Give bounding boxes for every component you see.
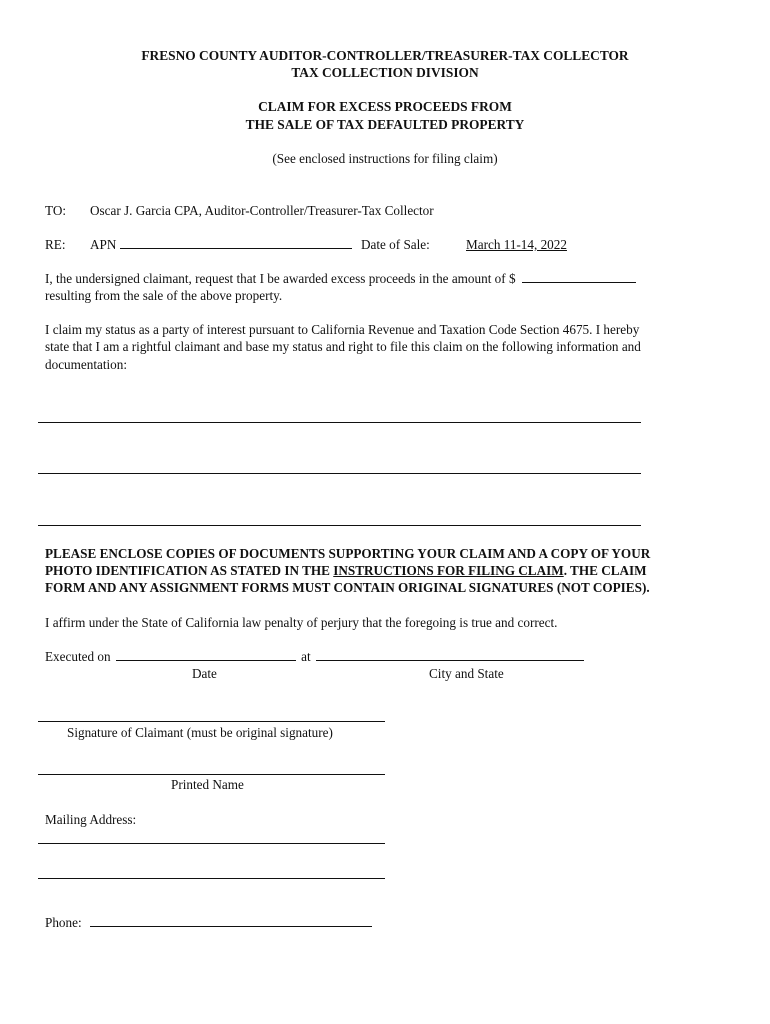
apn-field[interactable] bbox=[120, 236, 352, 249]
documentation-line-3[interactable] bbox=[38, 525, 641, 526]
date-of-sale-value: March 11-14, 2022 bbox=[466, 237, 567, 252]
request-row bbox=[45, 270, 636, 287]
phone-label: Phone: bbox=[45, 915, 82, 930]
date-caption: Date bbox=[192, 666, 217, 681]
amount-field[interactable] bbox=[522, 270, 636, 283]
form-title-line2: THE SALE OF TAX DEFAULTED PROPERTY bbox=[245, 117, 525, 132]
re-label: RE: bbox=[45, 237, 66, 252]
status-line3: documentation: bbox=[45, 357, 128, 372]
status-line2: state that I am a rightful claimant and base my status and right to file this claim on the following information and bbox=[45, 339, 641, 354]
printed-name-line[interactable] bbox=[38, 774, 385, 775]
executed-city-field[interactable] bbox=[316, 648, 584, 661]
executed-date-field[interactable] bbox=[116, 648, 296, 661]
phone-row bbox=[45, 914, 372, 931]
documentation-line-2[interactable] bbox=[38, 473, 641, 474]
instructions-reference: INSTRUCTIONS FOR FILING CLAIM bbox=[333, 563, 564, 578]
phone-field[interactable] bbox=[90, 914, 372, 927]
notice-line2: PHOTO IDENTIFICATION AS STATED IN THE INSTRUCTIONS FOR FILING CLAIM. THE CLAIM bbox=[45, 563, 647, 578]
signature-caption: Signature of Claimant (must be original signature) bbox=[67, 725, 333, 740]
documentation-line-1[interactable] bbox=[38, 422, 641, 423]
agency-name: FRESNO COUNTY AUDITOR-CONTROLLER/TREASURER-TAX COLLECTOR bbox=[141, 48, 629, 63]
date-of-sale-label: Date of Sale: bbox=[360, 237, 430, 252]
instructions-note: (See enclosed instructions for filing claim) bbox=[272, 151, 498, 166]
notice-line3: FORM AND ANY ASSIGNMENT FORMS MUST CONTAIN ORIGINAL SIGNATURES (NOT COPIES). bbox=[45, 580, 650, 595]
to-value: Oscar J. Garcia CPA, Auditor-Controller/Treasurer-Tax Collector bbox=[90, 203, 434, 218]
mailing-address-line-2[interactable] bbox=[38, 878, 385, 879]
request-text-line2: resulting from the sale of the above property. bbox=[45, 288, 283, 303]
mailing-address-line-1[interactable] bbox=[38, 843, 385, 844]
city-state-caption: City and State bbox=[429, 666, 504, 681]
printed-name-caption: Printed Name bbox=[171, 777, 244, 792]
affirmation-text: I affirm under the State of California law penalty of perjury that the foregoing is true and correct. bbox=[45, 615, 558, 630]
request-text: I, the undersigned claimant, request that I be awarded excess proceeds in the amount of $ bbox=[45, 271, 516, 286]
division-name: TAX COLLECTION DIVISION bbox=[291, 65, 479, 80]
mailing-address-label: Mailing Address: bbox=[45, 812, 137, 827]
status-line1: I claim my status as a party of interest pursuant to California Revenue and Taxation Code Section 4675. I hereby bbox=[45, 322, 640, 337]
executed-label: Executed on bbox=[45, 649, 111, 664]
apn-label: APN bbox=[90, 237, 117, 252]
executed-row bbox=[45, 648, 584, 665]
apn-row bbox=[90, 236, 430, 253]
notice-line1: PLEASE ENCLOSE COPIES OF DOCUMENTS SUPPORTING YOUR CLAIM AND A COPY OF YOUR bbox=[45, 546, 651, 561]
executed-at: at bbox=[301, 649, 311, 664]
to-label: TO: bbox=[45, 203, 67, 218]
signature-line[interactable] bbox=[38, 721, 385, 722]
form-title-line1: CLAIM FOR EXCESS PROCEEDS FROM bbox=[258, 99, 512, 114]
